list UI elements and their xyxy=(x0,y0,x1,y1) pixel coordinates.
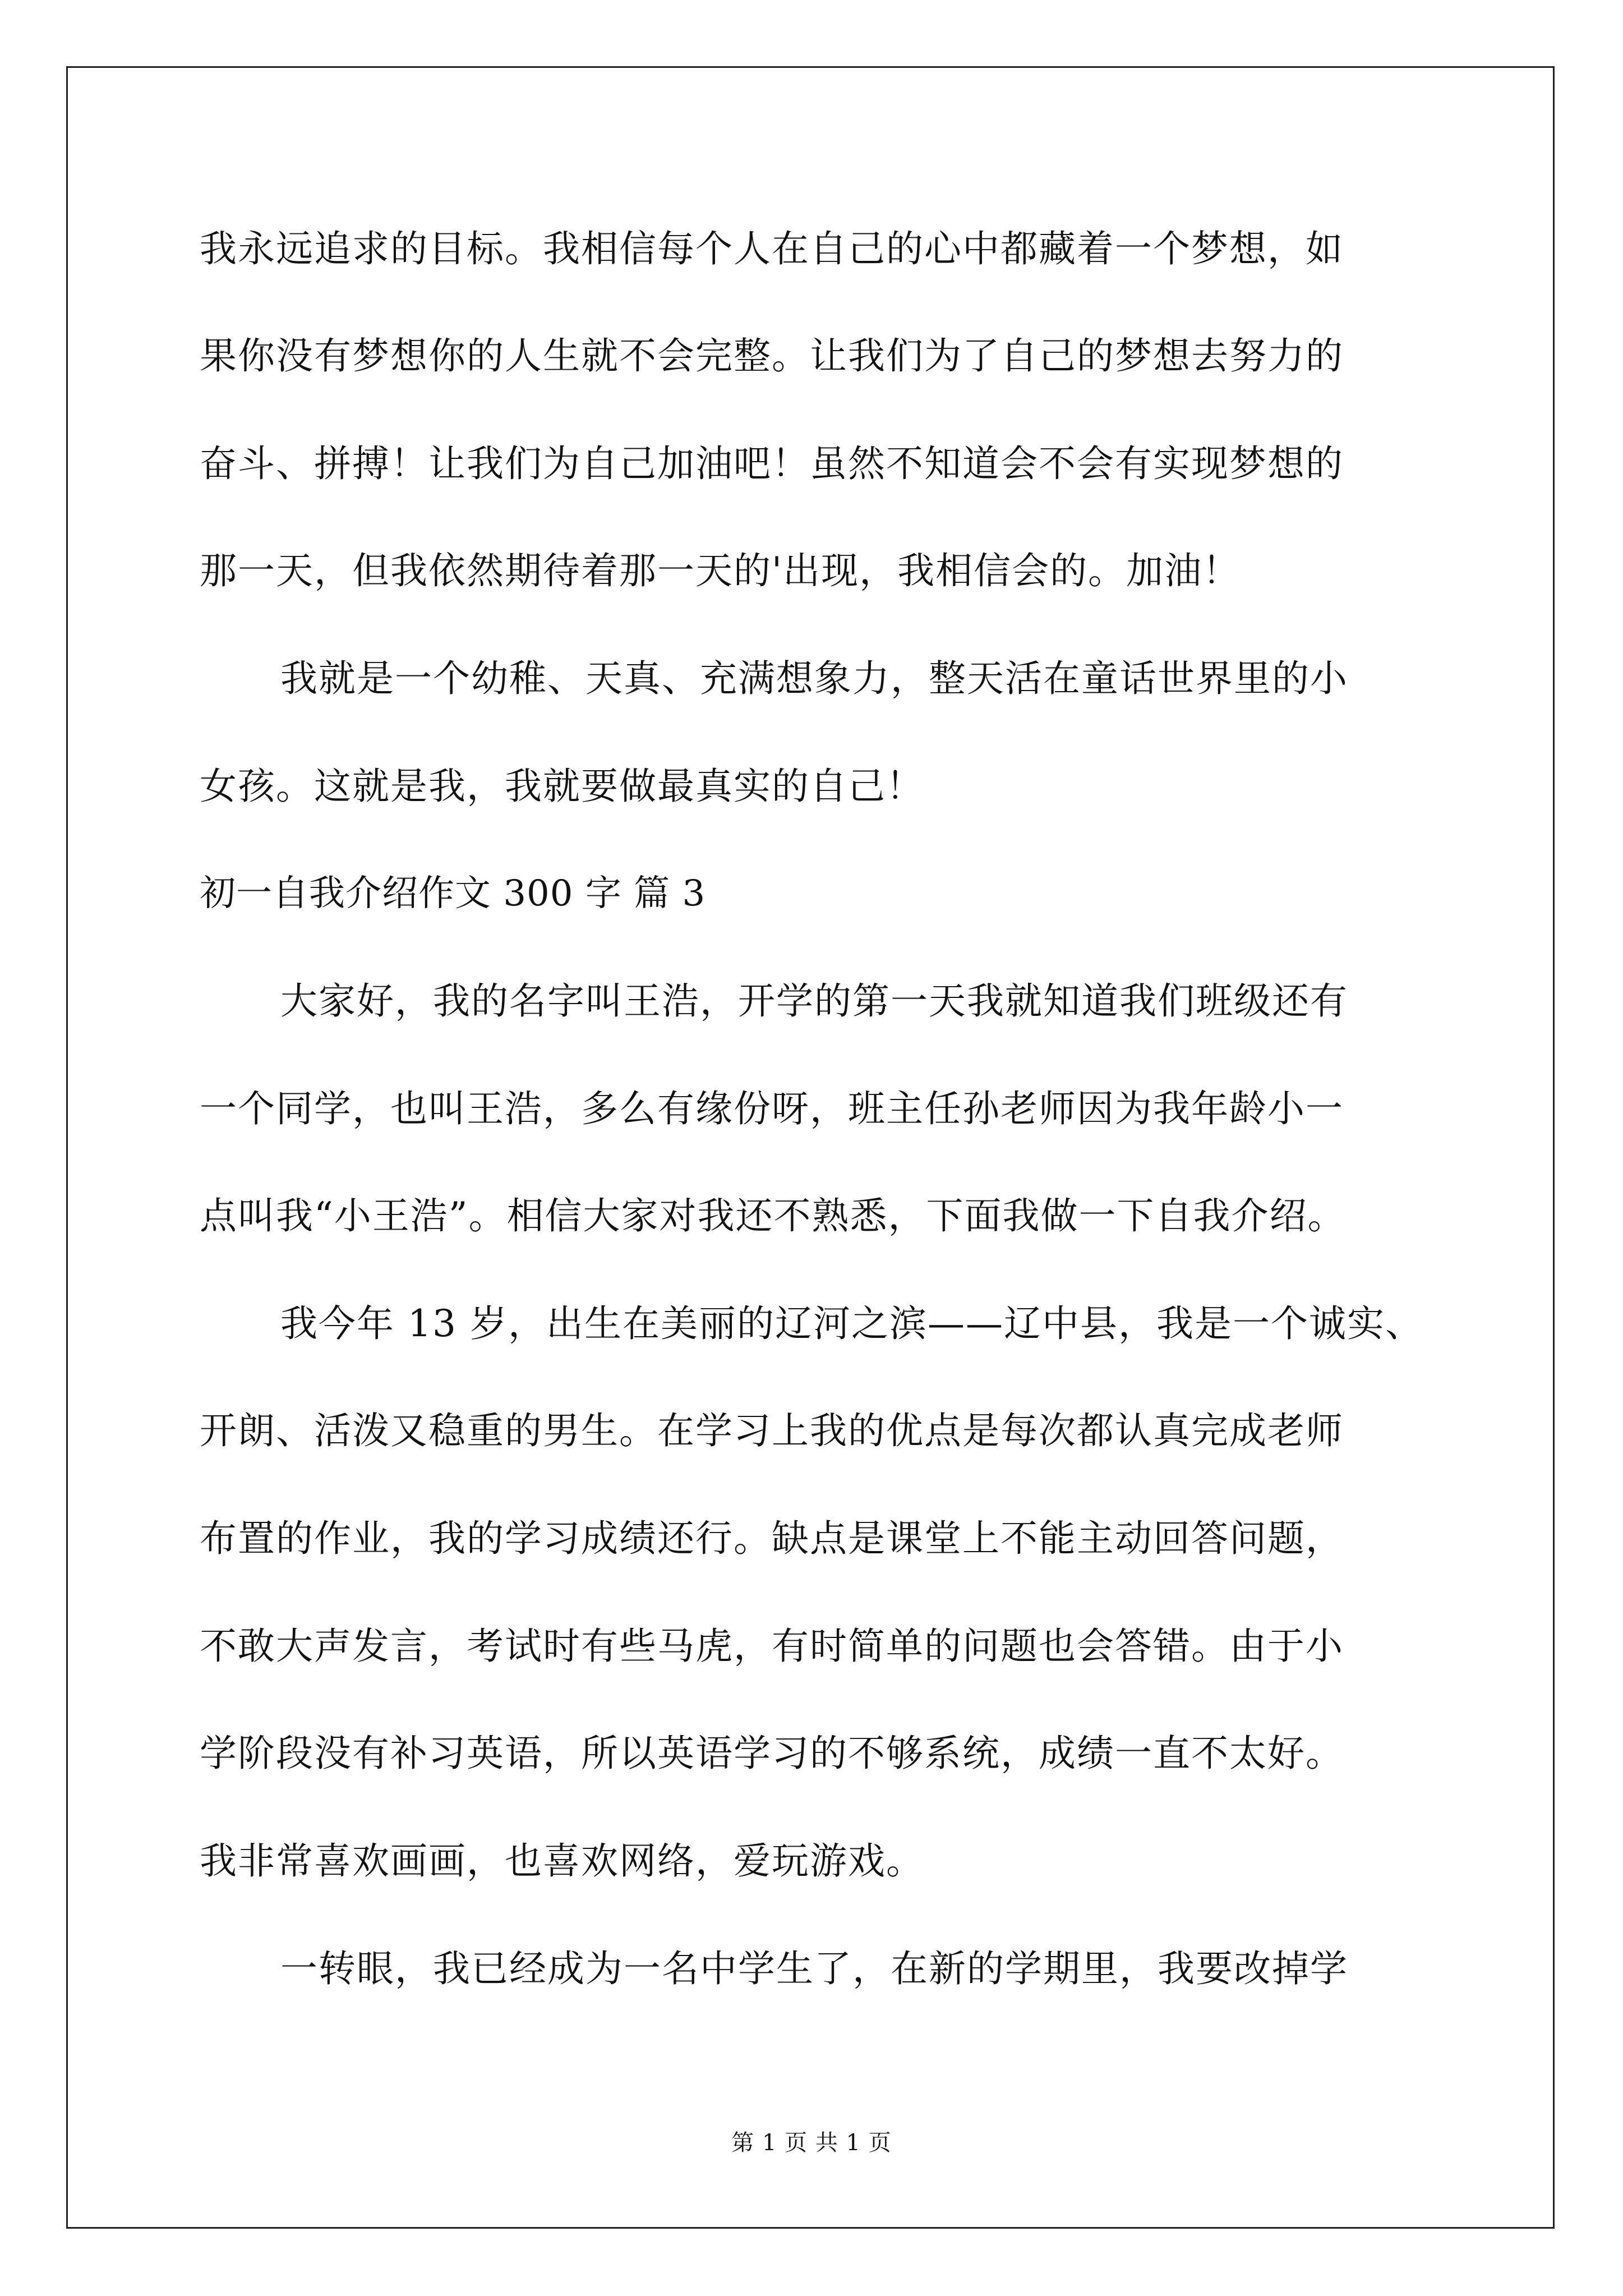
page-border xyxy=(66,66,1555,2229)
paragraph-line: 我今年 13 岁，出生在美丽的辽河之滨——辽中县，我是一个诚实、 xyxy=(280,1302,1423,1345)
paragraph-line: 那一天，但我依然期待着那一天的'出现，我相信会的。加油！ xyxy=(200,549,1241,592)
paragraph-line: 点叫我“小王浩”。相信大家对我还不熟悉，下面我做一下自我介绍。 xyxy=(200,1194,1346,1237)
paragraph-line: 一转眼，我已经成为一名中学生了，在新的学期里，我要改掉学 xyxy=(280,1947,1348,1990)
paragraph-line: 我永远追求的目标。我相信每个人在自己的心中都藏着一个梦想，如 xyxy=(200,227,1344,270)
paragraph-line: 我就是一个幼稚、天真、充满想象力，整天活在童话世界里的小 xyxy=(280,657,1348,700)
page-number-footer: 第 1 页 共 1 页 xyxy=(731,2130,892,2156)
paragraph-line: 一个同学，也叫王浩，多么有缘份呀，班主任孙老师因为我年龄小一 xyxy=(200,1087,1344,1130)
paragraph-line: 果你没有梦想你的人生就不会完整。让我们为了自己的梦想去努力的 xyxy=(200,334,1344,378)
paragraph-line: 布置的作业，我的学习成绩还行。缺点是课堂上不能主动回答问题， xyxy=(200,1517,1344,1560)
paragraph-line: 开朗、活泼又稳重的男生。在学习上我的优点是每次都认真完成老师 xyxy=(200,1409,1344,1452)
section-heading: 初一自我介绍作文 300 字 篇 3 xyxy=(200,873,706,914)
paragraph-line: 学阶段没有补习英语，所以英语学习的不够系统，成绩一直不太好。 xyxy=(200,1732,1344,1775)
paragraph-line: 奋斗、拼搏！让我们为自己加油吧！虽然不知道会不会有实现梦想的 xyxy=(200,442,1344,485)
paragraph-line: 我非常喜欢画画，也喜欢网络，爱玩游戏。 xyxy=(200,1839,924,1883)
paragraph-line: 不敢大声发言，考试时有些马虎，有时简单的问题也会答错。由于小 xyxy=(200,1625,1344,1668)
paragraph-line: 大家好，我的名字叫王浩，开学的第一天我就知道我们班级还有 xyxy=(280,979,1348,1023)
paragraph-line: 女孩。这就是我，我就要做最真实的自己！ xyxy=(200,765,924,808)
